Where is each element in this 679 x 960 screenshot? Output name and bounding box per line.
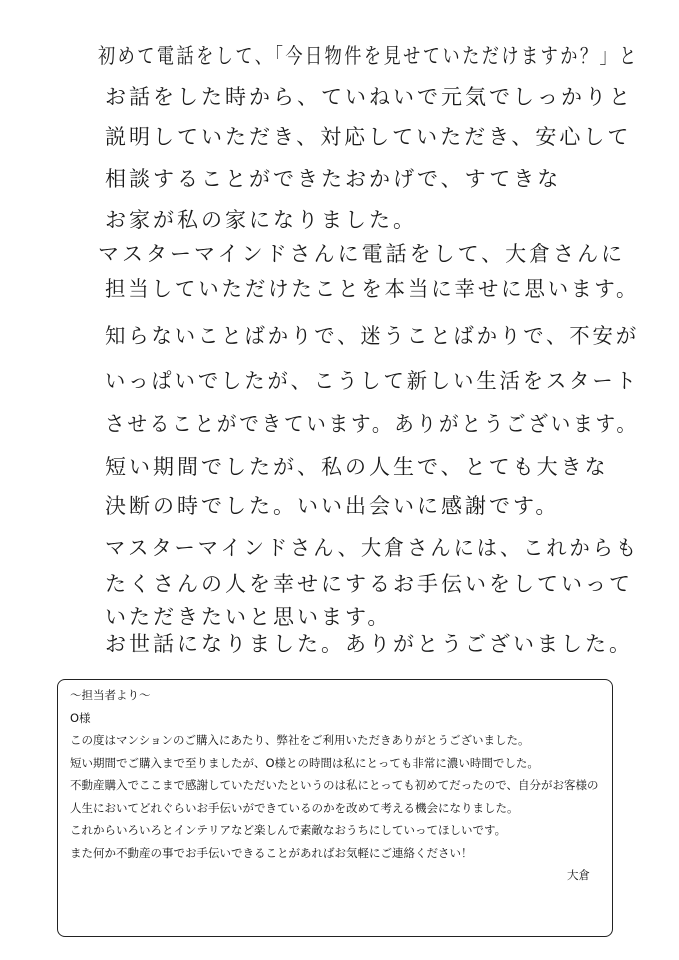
letter-line: 説明していただき、対応していただき、安心して — [105, 125, 632, 149]
reply-paragraph: また何か不動産の事でお手伝いできることがあればお気軽にご連絡ください！ — [70, 845, 473, 860]
staff-reply-box — [57, 679, 613, 937]
letter-line: いっぱいでしたが、こうして新しい生活をスタート — [105, 369, 639, 393]
reply-paragraph: 不動産購入でここまで感謝していただいたというのは私にとっても初めてだったので、自分がお客様の人生においてどれぐらいお手伝いができているのかを改めて考える機会になりました。 — [70, 778, 599, 815]
letter-line: 決断の時でした。いい出会いに感謝です。 — [105, 494, 560, 518]
letter-line: マスターマインドさん、大倉さんには、これからも — [105, 536, 640, 560]
reply-paragraph: 短い期間でご購入まで至りましたが、O様との時間は私にとっても非常に濃い時間でした。 — [70, 755, 539, 770]
reply-paragraph: これからいろいろとインテリアなど楽しんで素敵なおうちにしていってほしいです。 — [70, 823, 507, 837]
letter-line: お家が私の家になりました。 — [105, 208, 417, 232]
letter-line: マスターマインドさんに電話をして、大倉さんに — [98, 242, 626, 266]
letter-line: いただきたいと思います。 — [105, 605, 392, 629]
letter-line: 担当していただけたことを本当に幸せに思います。 — [105, 277, 640, 301]
letter-line: 初めて電話をして、「今日物件を見せていただけますか？」と — [98, 44, 639, 68]
letter-line: たくさんの人を幸せにするお手伝いをしていって — [105, 572, 633, 596]
letter-line: 知らないことばかりで、迷うことばかりで、不安が — [105, 324, 640, 348]
letter-line: お世話になりました。ありがとうございました。 — [105, 632, 633, 656]
reply-signature: 大倉 — [567, 868, 590, 882]
reply-paragraph: この度はマンションのご購入にあたり、弊社をご利用いただきありがとうございました。 — [70, 733, 530, 747]
letter-line: 短い期間でしたが、私の人生で、とても大きな — [105, 455, 609, 479]
letter-line: 相談することができたおかげで、すてきな — [105, 167, 562, 191]
letter-line: お話をした時から、ていねいで元気でしっかりと — [105, 85, 633, 109]
letter-line: させることができています。ありがとうございます。 — [105, 412, 639, 436]
reply-heading: ～担当者より～ — [70, 688, 151, 702]
reply-addressee: O様 — [70, 710, 91, 725]
